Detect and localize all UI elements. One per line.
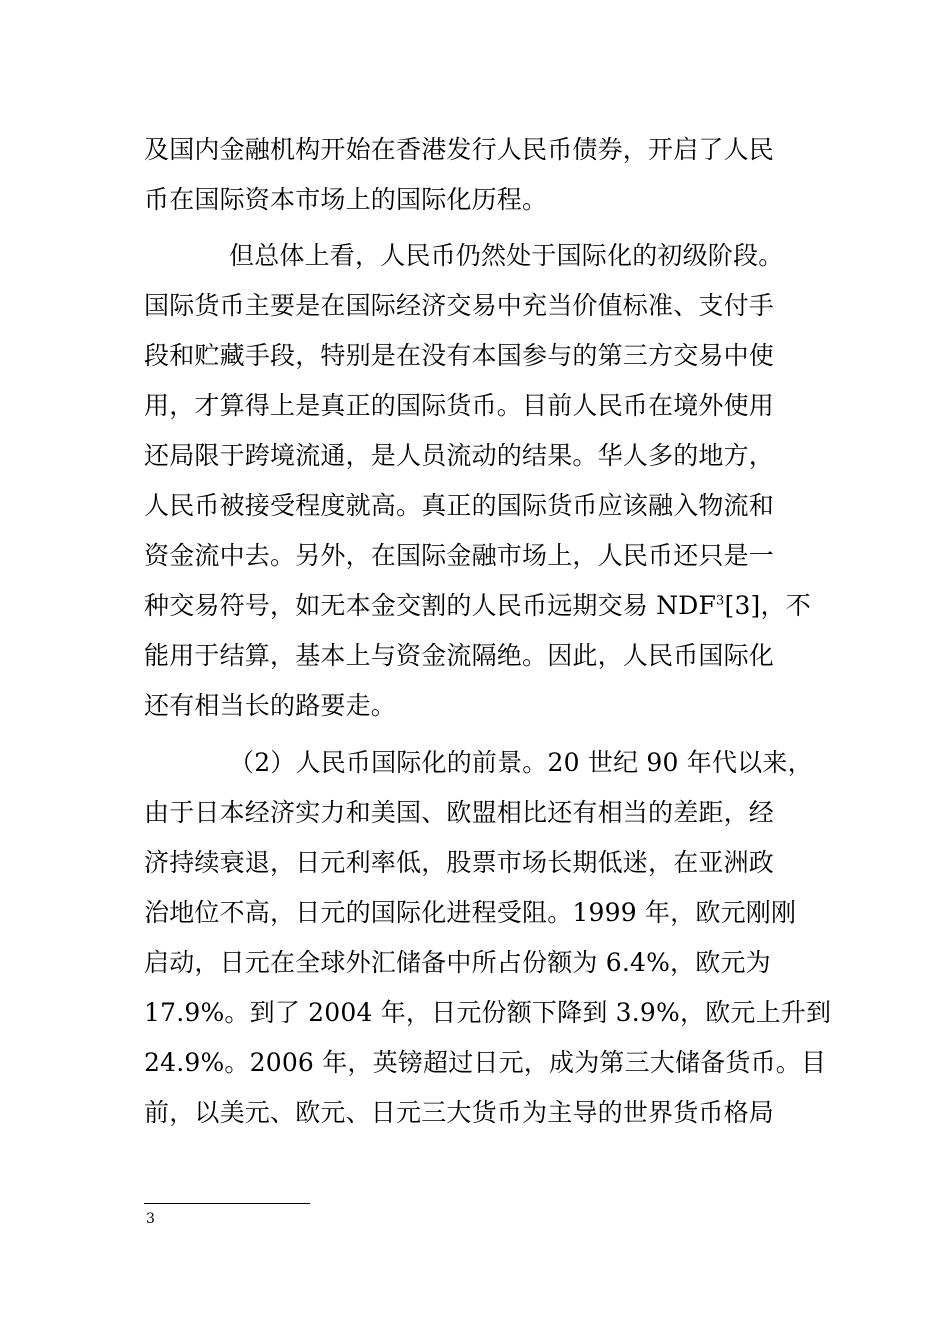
text-line: 17.9%。到了 2004 年，日元份额下降到 3.9%，欧元上升到 — [144, 998, 832, 1027]
text-line: 但总体上看，人民币仍然处于国际化的初级阶段。 — [229, 241, 784, 270]
text-line: 济持续衰退，日元利率低，股票市场长期低迷，在亚洲政 — [144, 848, 775, 877]
text-line: 治地位不高，日元的国际化进程受阻。1999 年，欧元刚刚 — [144, 898, 797, 927]
text-line: 启动，日元在全球外汇储备中所占份额为 6.4%，欧元为 — [144, 948, 771, 977]
text-line: 人民币被接受程度就高。真正的国际货币应该融入物流和 — [144, 491, 775, 520]
text-fragment: [3]，不 — [724, 591, 811, 620]
text-line: 能用于结算，基本上与资金流隔绝。因此，人民币国际化 — [144, 641, 775, 670]
text-line: 用，才算得上是真正的国际货币。目前人民币在境外使用 — [144, 391, 775, 420]
text-line: 资金流中去。另外，在国际金融市场上，人民币还只是一 — [144, 541, 775, 570]
footnote-reference[interactable]: 3 — [716, 593, 725, 609]
text-fragment: 种交易符号，如无本金交割的人民币远期交易 NDF — [144, 591, 717, 620]
text-line — [144, 591, 811, 621]
footnote-separator — [144, 1203, 310, 1204]
text-line: 由于日本经济实力和美国、欧盟相比还有相当的差距，经 — [144, 798, 775, 827]
text-line: 还有相当长的路要走。 — [144, 691, 397, 720]
text-line: （2）人民币国际化的前景。20 世纪 90 年代以来， — [229, 748, 813, 777]
text-line: 段和贮藏手段，特别是在没有本国参与的第三方交易中使 — [144, 341, 775, 370]
text-line: 币在国际资本市场上的国际化历程。 — [144, 185, 548, 214]
text-line: 24.9%。2006 年，英镑超过日元，成为第三大储备货币。目 — [144, 1048, 827, 1077]
footnote-number: 3 — [146, 1211, 155, 1227]
text-line: 前，以美元、欧元、日元三大货币为主导的世界货币格局 — [144, 1098, 775, 1127]
text-line: 国际货币主要是在国际经济交易中充当价值标准、支付手 — [144, 291, 775, 320]
text-line: 及国内金融机构开始在香港发行人民币债券，开启了人民 — [144, 135, 775, 164]
text-line: 还局限于跨境流通，是人员流动的结果。华人多的地方， — [144, 441, 775, 470]
